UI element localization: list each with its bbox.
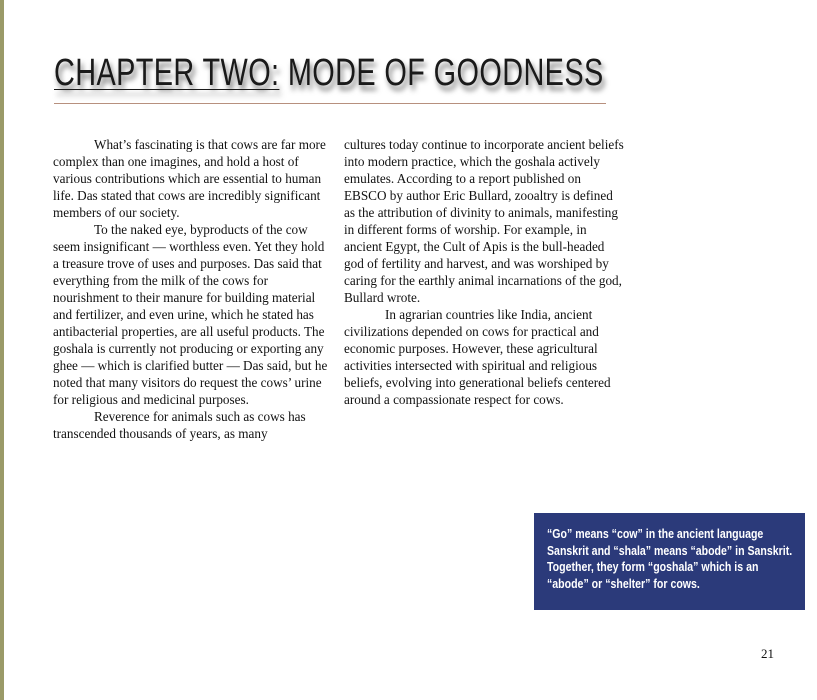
page-edge-rule [0,0,4,700]
title-divider [54,103,606,104]
chapter-title [54,50,604,96]
page-number: 21 [761,646,774,661]
article-column-right [344,136,624,408]
chapter-title-name: MODE OF GOODNESS [279,52,604,94]
paragraph: cultures today continue to incorporate ancient beliefs into modern practice, which the goshala actively emulates. According to a report published on EBSCO by author Eric Bullard, zooaltry is defined as the attribution of divinity to animals, manifesting in different forms of worship. For example, in ancient Egypt, the Cult of Apis is the bull-headed god of fertility and harvest, and was worshiped by caring for the earthly animal incarnations of the god, Bullard wrote. [344,137,624,305]
article-column-left [53,136,333,442]
paragraph: Reverence for animals such as cows has transcended thousands of years, as many [53,409,306,441]
callout-text: “Go” means “cow” in the ancient language Sanskrit and “shala” means “abode” in Sanskrit. Together, they form “goshala” which is an “abode” or “shelter” for cows. [547,527,793,591]
chapter-title-label: CHAPTER TWO: [54,52,280,94]
paragraph: What’s fascinating is that cows are far more complex than one imagines, and hold a host of various contributions which are essential to human life. Das stated that cows are incredibly significant members of our society. [53,137,326,220]
paragraph: In agrarian countries like India, ancient civilizations depended on cows for practical and economic purposes. However, these agricultural activities intersected with spiritual and religious beliefs, evolving into generational beliefs centered around a compassionate respect for cows. [344,307,611,407]
sidebar-callout-box [534,513,805,610]
paragraph: To the naked eye, byproducts of the cow seem insignificant — worthless even. Yet they hold a treasure trove of uses and purposes. Das said that everything from the milk of the cows for nourishment to their manure for building material and fertilizer, and even urine, which he stated has antibacterial properties, are all useful products. The goshala is currently not producing or exporting any ghee — which is clarified butter — Das said, but he noted that many visitors do request the cows’ urine for religious and medicinal purposes. [53,222,328,407]
